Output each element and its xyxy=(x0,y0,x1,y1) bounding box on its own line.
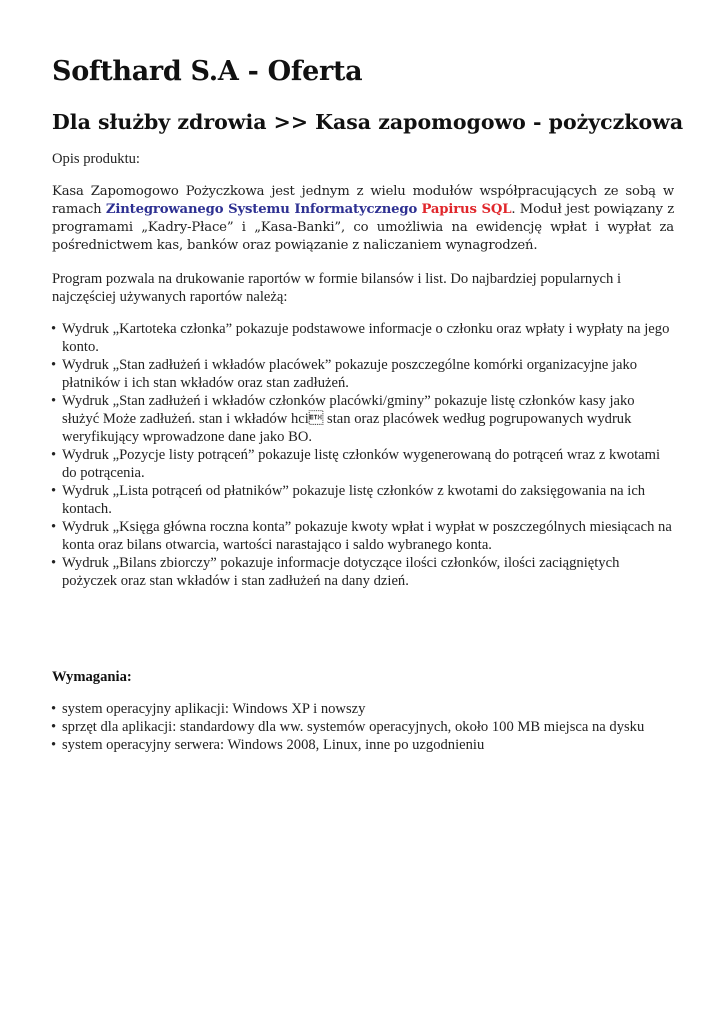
intro-paragraph xyxy=(52,183,674,255)
list-item: • Wydruk „Kartoteka członka” pokazuje podstawowe informacje o członku oraz wpłaty i wypłaty na jego konto. xyxy=(52,320,674,356)
requirements-heading: Wymagania: xyxy=(52,669,132,685)
intro-text-start: Kasa Zapomogowo Pożyczkowa jest jednym z wielu modułów współpracujących ze sobą w ramach xyxy=(52,184,674,217)
page-subtitle: Dla służby zdrowia >> Kasa zapomogowo - pożyczkowa xyxy=(52,110,684,134)
list-item: • system operacyjny aplikacji: Windows XP i nowszy xyxy=(52,700,674,718)
list-item: • Wydruk „Bilans zbiorczy” pokazuje informacje dotyczące ilości członków, ilości zaciągniętych pożyczek oraz stan wkładów i stan zadłużeń na dany dzień. xyxy=(52,554,674,590)
list-item: • Wydruk „Pozycje listy potrąceń” pokazuje listę członków wygenerowaną do potrąceń wraz z kwotami do potrącenia. xyxy=(52,446,674,482)
reports-list xyxy=(52,320,674,590)
papirus-link[interactable]: Papirus SQL xyxy=(421,202,512,217)
list-item: • Wydruk „Stan zadłużeń i wkładów placówek” pokazuje poszczególne komórki organizacyjne jako płatników i ich stan wkładów oraz stan zadłużeń. xyxy=(52,356,674,392)
system-link[interactable]: Zintegrowanego Systemu Informatycznego xyxy=(105,202,418,217)
requirements-list xyxy=(52,700,674,754)
intro-text-end: . Moduł jest powiązany z programami „Kadry-Płace” i „Kasa-Banki”, co umożliwia na ewidencję wpłat i wypłat za pośrednictwem kas, banków oraz powiązanie z naliczaniem wynagrodzeń. xyxy=(52,202,674,253)
page-title: Softhard S.A - Oferta xyxy=(52,56,363,87)
list-item: • sprzęt dla aplikacji: standardowy dla ww. systemów operacyjnych, około 100 MB miejsca na dysku xyxy=(52,718,674,736)
list-item: • Wydruk „Księga główna roczna konta” pokazuje kwoty wpłat i wypłat w poszczególnych miesiącach na konta oraz bilans otwarcia, wartości narastająco i saldo wybranego konta. xyxy=(52,518,674,554)
program-paragraph: Program pozwala na drukowanie raportów w formie bilansów i list. Do najbardziej popularnych i najczęściej używanych raportów należą: xyxy=(52,271,621,305)
list-item: • system operacyjny serwera: Windows 2008, Linux, inne po uzgodnieniu xyxy=(52,736,674,754)
list-item: • Wydruk „Lista potrąceń od płatników” pokazuje listę członków z kwotami do zaksięgowania na ich kontach. xyxy=(52,482,674,518)
list-item: • Wydruk „Stan zadłużeń i wkładów członków placówki/gminy” pokazuje listę członków kasy jako służyć Może zadłużeń. stan i wkładów hci stan oraz placówek według pogrupowanych wydruk weryfikujący wprowadzone dane jako BO. xyxy=(52,392,674,446)
description-label: Opis produktu: xyxy=(52,151,140,167)
